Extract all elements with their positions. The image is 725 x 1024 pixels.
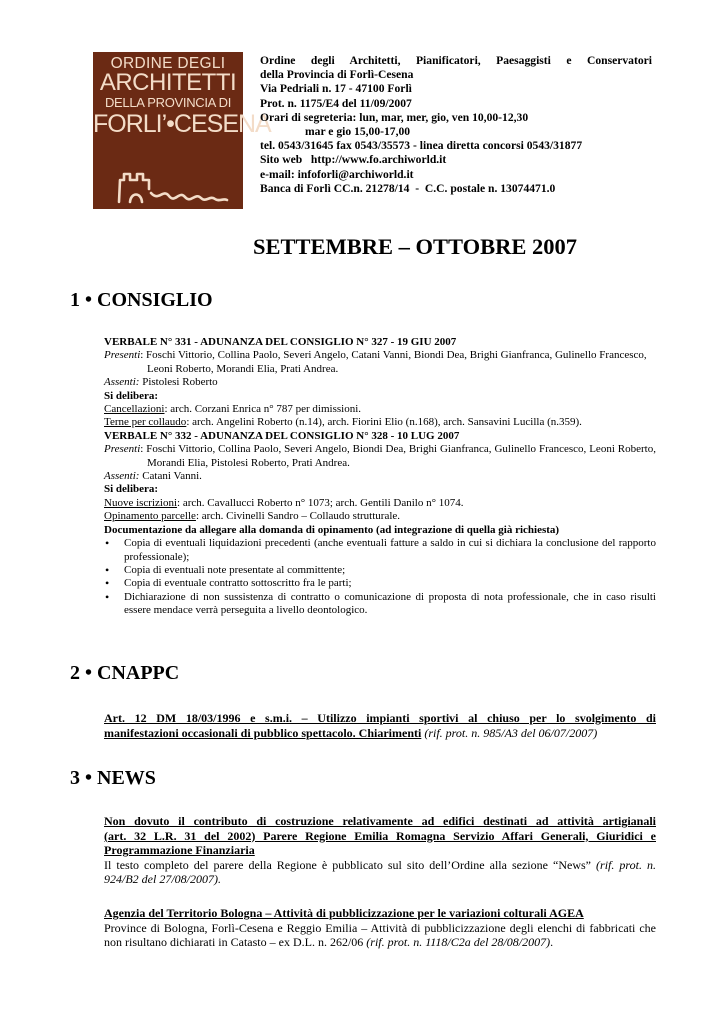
cnappc-article [104, 711, 656, 740]
article-title-text: manifestazioni occasionali di pubblico spettacolo. Chiarimenti [104, 725, 422, 740]
terne-collaudo [104, 416, 656, 429]
news-title: Agenzia del Territorio Bologna – Attività di pubblicizzazione per le variazioni colturali AGEA [104, 906, 584, 920]
news-item-2 [104, 906, 656, 950]
presenti-text: : Foschi Vittorio, Collina Paolo, Severi Angelo, Catani Vanni, Biondi Dea, Brighi Gianfranca, Gulinello Francesco, Leoni Roberto, Morandi Elia, Prati Andrea. [140, 349, 647, 375]
nuove-iscrizioni-text: : arch. Cavallucci Roberto n° 1073; arch. Gentili Danilo n° 1074. [177, 496, 464, 509]
si-delibera-label: Si delibera: [104, 389, 159, 402]
cancellazioni [104, 403, 656, 416]
news-body-text: Il testo completo del parere della Regione è pubblicato sul sito dell’Ordine alla sezione “News” [104, 857, 597, 872]
documentazione-title: Documentazione da allegare alla domanda di opinamento (ad integrazione di quella già richiesta) [104, 523, 560, 536]
news-body [104, 921, 656, 950]
news-body [104, 858, 656, 887]
article-title-line: Art. 12 DM 18/03/1996 e s.m.i. – Utilizzo impianti sportivi al chiuso per lo svolgimento di [104, 711, 656, 725]
news-title-line: Non dovuto il contributo di costruzione relativamente ad edifici destinati ad attività artigianali [104, 814, 656, 828]
news-title-line: (art. 32 L.R. 31 del 2002) Parere Regione Emilia Romagna Servizio Affari Generali, Giuridici e [104, 828, 656, 843]
presenti-label: Presenti [104, 349, 141, 362]
news-item-1 [104, 814, 656, 887]
header-line: Sito web http://www.fo.archiworld.it [260, 153, 447, 167]
header-line: Via Pedriali n. 17 - 47100 Forlì [260, 82, 412, 96]
opinamento-parcelle [104, 510, 656, 523]
cancellazioni-label: Cancellazioni [104, 403, 165, 416]
header-line: Orari di segreteria: lun, mar, mer, gio, ven 10,00-12,30 [260, 110, 529, 124]
article-title-line-2 [104, 726, 656, 741]
article-ref: (rif. prot. n. 985/A3 del 06/07/2007) [421, 725, 598, 740]
tower-sketch-icon [93, 140, 243, 209]
logo-line-3: DELLA PROVINCIA DI [104, 95, 232, 110]
verbale-332-presenti [104, 443, 656, 470]
terne-text: : arch. Angelini Roberto (n.14), arch. Fiorini Elio (n.168), arch. Sansavini Lucilla (n.359). [186, 416, 582, 429]
list-item: • Copia di eventuali liquidazioni precedenti (anche eventuali fatture a saldo in cui si dichiara la conclusione del rapporto professionale); [104, 537, 656, 564]
news-title-line: Programmazione Finanziaria [104, 843, 255, 858]
terne-label: Terne per collaudo [104, 416, 187, 429]
header-line: Banca di Forlì CC.n. 21278/14 - C.C. postale n. 13074471.0 [260, 181, 556, 195]
news-body-text: Province di Bologna, Forlì-Cesena e Reggio Emilia – Attività di pubblicizzazione degli elenchi di fabbricati che non risultano dichiarati in Catasto – ex D.L. n. 262/06 [104, 920, 656, 950]
list-item: • Copia di eventuale contratto sottoscritto fra le parti; [104, 577, 656, 590]
opinamento-label: Opinamento parcelle [104, 510, 196, 523]
presenti-label: Presenti [104, 443, 141, 456]
consiglio-body [104, 336, 656, 618]
assenti-text: Catani Vanni. [139, 470, 202, 483]
opinamento-text: : arch. Civinelli Sandro – Collaudo strutturale. [195, 510, 401, 523]
verbale-331-assenti [104, 376, 656, 389]
news-ref: (rif. prot. n. 924/B2 del 27/08/2007). [104, 857, 656, 887]
presenti-text: : Foschi Vittorio, Collina Paolo, Severi Angelo, Biondi Dea, Brighi Gianfranca, Gulinello Francesco, Leoni Roberto, Morandi Elia, Pistolesi Roberto, Prati Andrea. [140, 443, 656, 469]
section-heading-news: 3 • NEWS [70, 767, 156, 789]
verbale-331-title: VERBALE N° 331 - ADUNANZA DEL CONSIGLIO N° 327 - 19 GIU 2007 [104, 336, 457, 348]
verbale-332-assenti [104, 470, 656, 483]
header-line: della Provincia di Forlì-Cesena [260, 68, 414, 82]
assenti-text: Pistolesi Roberto [139, 376, 218, 389]
page-title: SETTEMBRE – OTTOBRE 2007 [253, 234, 578, 259]
logo-line-2: ARCHITETTI [99, 69, 237, 96]
nuove-iscrizioni-label: Nuove iscrizioni [104, 496, 178, 509]
section-heading-cnappc: 2 • CNAPPC [70, 662, 180, 684]
header-line: tel. 0543/31645 fax 0543/35573 - linea diretta concorsi 0543/31877 [260, 139, 583, 153]
logo-line-4: FORLI’•CESENA [93, 110, 271, 138]
news-ref: (rif. prot. n. 1118/C2a del 28/08/2007) [366, 935, 551, 950]
header-info [260, 54, 652, 196]
logo-line-1: ORDINE DEGLI [110, 55, 226, 72]
section-heading-consiglio: 1 • CONSIGLIO [70, 289, 213, 311]
list-item: • Copia di eventuali note presentate al committente; [104, 564, 656, 577]
nuove-iscrizioni [104, 497, 656, 510]
header-line: Ordine degli Architetti, Pianificatori, Paesaggisti e Conservatori [260, 54, 652, 67]
header-line: mar e gio 15,00-17,00 [305, 125, 411, 139]
si-delibera-label: Si delibera: [104, 483, 159, 496]
cancellazioni-text: : arch. Corzani Enrica n° 787 per dimissioni. [164, 403, 362, 416]
assenti-label: Assenti: [104, 376, 140, 389]
verbale-331-presenti [104, 349, 656, 376]
header-line: e-mail: infoforli@archiworld.it [260, 167, 414, 181]
header-line: Prot. n. 1175/E4 del 11/09/2007 [260, 96, 412, 110]
verbale-332-title: VERBALE N° 332 - ADUNANZA DEL CONSIGLIO N° 328 - 10 LUG 2007 [104, 429, 460, 442]
assenti-label: Assenti: [104, 470, 140, 483]
news-end: . [550, 935, 554, 950]
order-logo [93, 52, 271, 209]
list-item: • Dichiarazione di non sussistenza di contratto o comunicazione di proposta di nota professionale, che in caso risulti essere mendace verrà perseguita a livello deontologico. [104, 591, 656, 618]
